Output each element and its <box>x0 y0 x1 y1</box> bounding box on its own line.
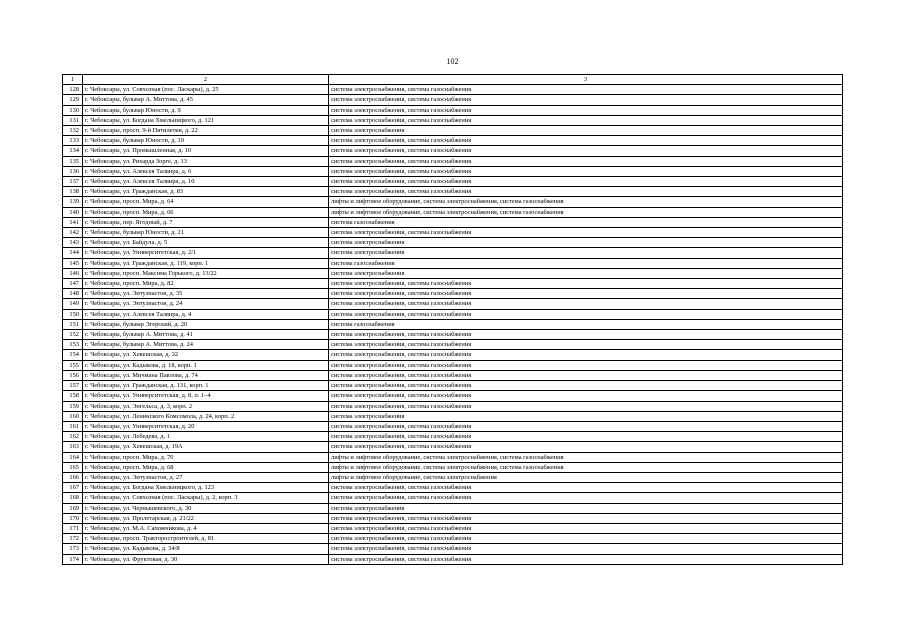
row-number: 142 <box>63 228 83 238</box>
table-row <box>63 115 843 125</box>
row-number: 164 <box>63 452 83 462</box>
row-systems: система электроснабжения <box>329 268 843 278</box>
table-row <box>63 126 843 136</box>
table-row <box>63 370 843 380</box>
table-row <box>63 258 843 268</box>
row-address: г. Чебоксары, ул. Пролетарская, д. 21/22 <box>83 513 329 523</box>
row-systems: система электроснабжения, система газоснабжения <box>329 432 843 442</box>
row-systems: лифты и лифтовое оборудование, система электроснабжения, система газоснабжения <box>329 462 843 472</box>
row-address: г. Чебоксары, ул. Рихарда Зорге, д. 13 <box>83 156 329 166</box>
row-number: 138 <box>63 187 83 197</box>
table-row <box>63 85 843 95</box>
row-systems: система электроснабжения, система газоснабжения <box>329 483 843 493</box>
row-number: 146 <box>63 268 83 278</box>
row-number: 174 <box>63 554 83 564</box>
table-row <box>63 442 843 452</box>
column-header-number: 1 <box>63 75 83 85</box>
row-address: г. Чебоксары, ул. Байдула, д. 5 <box>83 238 329 248</box>
row-systems: лифты и лифтовое оборудование, система электроснабжения, система газоснабжения <box>329 207 843 217</box>
table-row <box>63 156 843 166</box>
table-row <box>63 381 843 391</box>
row-systems: система газоснабжения <box>329 217 843 227</box>
row-systems: система электроснабжения, система газоснабжения <box>329 523 843 533</box>
table-row <box>63 238 843 248</box>
row-systems: система газоснабжения <box>329 258 843 268</box>
row-address: г. Чебоксары, ул. Хевешская, д. 19А <box>83 442 329 452</box>
row-number: 158 <box>63 391 83 401</box>
row-address: г. Чебоксары, ул. М.А. Сапожникова, д. 4 <box>83 523 329 533</box>
row-address: г. Чебоксары, ул. Совхозная (пос. Ласкары), д. 2, корп. 3 <box>83 493 329 503</box>
table-row <box>63 217 843 227</box>
row-number: 166 <box>63 472 83 482</box>
row-number: 130 <box>63 105 83 115</box>
row-address: г. Чебоксары, бульвар А. Миттова, д. 41 <box>83 330 329 340</box>
row-number: 168 <box>63 493 83 503</box>
row-number: 151 <box>63 319 83 329</box>
row-number: 160 <box>63 411 83 421</box>
table-row <box>63 187 843 197</box>
row-number: 165 <box>63 462 83 472</box>
table-row <box>63 513 843 523</box>
row-systems: система электроснабжения, система газоснабжения <box>329 85 843 95</box>
table-row <box>63 350 843 360</box>
table-row <box>63 360 843 370</box>
row-systems: система электроснабжения, система газоснабжения <box>329 95 843 105</box>
row-systems: система газоснабжения <box>329 319 843 329</box>
row-address: г. Чебоксары, ул. Фруктовая, д. 30 <box>83 554 329 564</box>
row-systems: система электроснабжения, система газоснабжения <box>329 544 843 554</box>
table-row <box>63 544 843 554</box>
table-row <box>63 136 843 146</box>
row-systems: система электроснабжения, система газоснабжения <box>329 228 843 238</box>
row-address: г. Чебоксары, просп. Мира, д. 64 <box>83 197 329 207</box>
row-systems: система электроснабжения, система газоснабжения <box>329 350 843 360</box>
row-systems: система электроснабжения, система газоснабжения <box>329 370 843 380</box>
table-row <box>63 105 843 115</box>
table-row <box>63 268 843 278</box>
row-address: г. Чебоксары, ул. Университетская, д. 8, п. 1–4 <box>83 391 329 401</box>
row-number: 139 <box>63 197 83 207</box>
row-number: 150 <box>63 309 83 319</box>
row-number: 153 <box>63 340 83 350</box>
table-row <box>63 391 843 401</box>
row-number: 140 <box>63 207 83 217</box>
row-address: г. Чебоксары, бульвар Юности, д. 19 <box>83 136 329 146</box>
row-number: 134 <box>63 146 83 156</box>
table-row <box>63 146 843 156</box>
row-systems: система электроснабжения, система газоснабжения <box>329 513 843 523</box>
row-systems: система электроснабжения <box>329 238 843 248</box>
table-row <box>63 330 843 340</box>
table-header-row <box>63 75 843 85</box>
row-address: г. Чебоксары, ул. Кадыкова, д. 34/8 <box>83 544 329 554</box>
row-number: 157 <box>63 381 83 391</box>
row-number: 163 <box>63 442 83 452</box>
row-number: 129 <box>63 95 83 105</box>
row-address: г. Чебоксары, просп. Мира, д. 68 <box>83 462 329 472</box>
row-systems: лифты и лифтовое оборудование, система электроснабжения <box>329 472 843 482</box>
row-number: 135 <box>63 156 83 166</box>
row-number: 137 <box>63 177 83 187</box>
row-systems: система электроснабжения, система газоснабжения <box>329 187 843 197</box>
row-number: 156 <box>63 370 83 380</box>
row-systems: система электроснабжения, система газоснабжения <box>329 401 843 411</box>
row-address: г. Чебоксары, бульвар Юности, д. 21 <box>83 228 329 238</box>
row-address: г. Чебоксары, просп. Мира, д. 66 <box>83 207 329 217</box>
row-number: 152 <box>63 330 83 340</box>
row-address: г. Чебоксары, просп. 9-й Пятилетки, д. 22 <box>83 126 329 136</box>
row-systems: система электроснабжения, система газоснабжения <box>329 299 843 309</box>
row-address: г. Чебоксары, просп. Мира, д. 70 <box>83 452 329 462</box>
row-number: 148 <box>63 289 83 299</box>
table-row <box>63 462 843 472</box>
table-row <box>63 177 843 187</box>
table-row <box>63 228 843 238</box>
table-row <box>63 340 843 350</box>
row-systems: система электроснабжения, система газоснабжения <box>329 289 843 299</box>
row-systems: система электроснабжения, система газоснабжения <box>329 554 843 564</box>
row-systems: система электроснабжения, система газоснабжения <box>329 115 843 125</box>
row-number: 131 <box>63 115 83 125</box>
row-number: 154 <box>63 350 83 360</box>
row-systems: система электроснабжения, система газоснабжения <box>329 534 843 544</box>
row-systems: система электроснабжения, система газоснабжения <box>329 421 843 431</box>
row-systems: система электроснабжения, система газоснабжения <box>329 381 843 391</box>
table-body <box>63 85 843 565</box>
row-systems: система электроснабжения, система газоснабжения <box>329 166 843 176</box>
table-row <box>63 493 843 503</box>
row-systems: система электроснабжения, система газоснабжения <box>329 391 843 401</box>
row-systems: система электроснабжения, система газоснабжения <box>329 340 843 350</box>
table-row <box>63 472 843 482</box>
row-systems: система электроснабжения <box>329 126 843 136</box>
table-row <box>63 503 843 513</box>
row-address: г. Чебоксары, ул. Энгельса, д. 3, корп. 2 <box>83 401 329 411</box>
row-address: г. Чебоксары, бульвар А. Миттова, д. 45 <box>83 95 329 105</box>
row-address: г. Чебоксары, бульвар Юности, д. 9 <box>83 105 329 115</box>
table-row <box>63 95 843 105</box>
row-address: г. Чебоксары, ул. Мичмана Павлова, д. 74 <box>83 370 329 380</box>
row-systems: система электроснабжения <box>329 411 843 421</box>
row-address: г. Чебоксары, ул. Лебедева, д. 1 <box>83 432 329 442</box>
row-systems: система электроснабжения, система газоснабжения <box>329 136 843 146</box>
row-number: 144 <box>63 248 83 258</box>
row-systems: система электроснабжения, система газоснабжения <box>329 493 843 503</box>
table-row <box>63 248 843 258</box>
page-number: 102 <box>446 57 459 66</box>
row-systems: система электроснабжения, система газоснабжения <box>329 279 843 289</box>
row-systems: система электроснабжения, система газоснабжения <box>329 156 843 166</box>
row-number: 172 <box>63 534 83 544</box>
row-systems: система электроснабжения, система газоснабжения <box>329 360 843 370</box>
row-address: г. Чебоксары, бульвар А. Миттова, д. 24 <box>83 340 329 350</box>
row-address: г. Чебоксары, ул. Хевешская, д. 32 <box>83 350 329 360</box>
row-number: 170 <box>63 513 83 523</box>
row-address: г. Чебоксары, ул. Энтузиастов, д. 27 <box>83 472 329 482</box>
table-row <box>63 432 843 442</box>
table-row <box>63 319 843 329</box>
row-address: г. Чебоксары, ул. Энтузиастов, д. 35 <box>83 289 329 299</box>
row-systems: лифты и лифтовое оборудование, система электроснабжения, система газоснабжения <box>329 452 843 462</box>
row-number: 145 <box>63 258 83 268</box>
row-address: г. Чебоксары, просп. Тракторостроителей, д. 81 <box>83 534 329 544</box>
row-address: г. Чебоксары, ул. Ленинского Комсомола, д. 24, корп. 2 <box>83 411 329 421</box>
column-header-address: 2 <box>83 75 329 85</box>
table-row <box>63 309 843 319</box>
table-row <box>63 483 843 493</box>
row-systems: система электроснабжения, система газоснабжения <box>329 309 843 319</box>
row-address: г. Чебоксары, ул. Промышленная, д. 10 <box>83 146 329 156</box>
row-number: 169 <box>63 503 83 513</box>
row-number: 162 <box>63 432 83 442</box>
row-address: г. Чебоксары, ул. Университетская, д. 20 <box>83 421 329 431</box>
row-systems: система электроснабжения, система газоснабжения <box>329 105 843 115</box>
table-row <box>63 207 843 217</box>
column-header-systems: 3 <box>329 75 843 85</box>
row-address: г. Чебоксары, ул. Богдана Хмельницкого, д. 123 <box>83 483 329 493</box>
row-number: 147 <box>63 279 83 289</box>
row-systems: система электроснабжения, система газоснабжения <box>329 442 843 452</box>
table-row <box>63 197 843 207</box>
row-systems: система электроснабжения, система газоснабжения <box>329 146 843 156</box>
table-row <box>63 299 843 309</box>
row-systems: система электроснабжения <box>329 248 843 258</box>
row-address: г. Чебоксары, ул. Гражданская, д. 131, корп. 1 <box>83 381 329 391</box>
row-number: 155 <box>63 360 83 370</box>
table-row <box>63 534 843 544</box>
row-address: г. Чебоксары, просп. Мира, д. 82 <box>83 279 329 289</box>
row-number: 136 <box>63 166 83 176</box>
row-systems: система электроснабжения, система газоснабжения <box>329 177 843 187</box>
row-systems: лифты и лифтовое оборудование, система электроснабжения, система газоснабжения <box>329 197 843 207</box>
row-address: г. Чебоксары, ул. Совхозная (пос. Ласкары), д. 25 <box>83 85 329 95</box>
row-number: 141 <box>63 217 83 227</box>
table-row <box>63 452 843 462</box>
row-systems: система электроснабжения, система газоснабжения <box>329 330 843 340</box>
table-row <box>63 554 843 564</box>
row-address: г. Чебоксары, пер. Ягодный, д. 7 <box>83 217 329 227</box>
row-number: 167 <box>63 483 83 493</box>
row-number: 133 <box>63 136 83 146</box>
row-address: г. Чебоксары, бульвар Эгерский, д. 20 <box>83 319 329 329</box>
row-address: г. Чебоксары, просп. Максима Горького, д. 13/22 <box>83 268 329 278</box>
row-address: г. Чебоксары, ул. Чернышевского, д. 30 <box>83 503 329 513</box>
table-row <box>63 279 843 289</box>
table-row <box>63 401 843 411</box>
row-number: 159 <box>63 401 83 411</box>
row-number: 143 <box>63 238 83 248</box>
register-table <box>62 74 843 565</box>
row-address: г. Чебоксары, ул. Гражданская, д. 83 <box>83 187 329 197</box>
row-address: г. Чебоксары, ул. Богдана Хмельницкого, д. 121 <box>83 115 329 125</box>
row-number: 132 <box>63 126 83 136</box>
row-address: г. Чебоксары, ул. Алексея Талвира, д. 10 <box>83 177 329 187</box>
row-number: 161 <box>63 421 83 431</box>
row-number: 128 <box>63 85 83 95</box>
table-row <box>63 289 843 299</box>
row-number: 173 <box>63 544 83 554</box>
row-address: г. Чебоксары, ул. Алексея Талвира, д. 4 <box>83 309 329 319</box>
row-systems: система электроснабжения <box>329 503 843 513</box>
row-address: г. Чебоксары, ул. Энтузиастов, д. 24 <box>83 299 329 309</box>
row-address: г. Чебоксары, ул. Университетская, д. 2/1 <box>83 248 329 258</box>
table-row <box>63 421 843 431</box>
row-number: 171 <box>63 523 83 533</box>
row-address: г. Чебоксары, ул. Алексея Талвира, д. 6 <box>83 166 329 176</box>
row-address: г. Чебоксары, ул. Гражданская, д. 119, корп. 1 <box>83 258 329 268</box>
table-row <box>63 166 843 176</box>
row-number: 149 <box>63 299 83 309</box>
table-row <box>63 411 843 421</box>
table-row <box>63 523 843 533</box>
row-address: г. Чебоксары, ул. Кадыкова, д. 18, корп. 1 <box>83 360 329 370</box>
